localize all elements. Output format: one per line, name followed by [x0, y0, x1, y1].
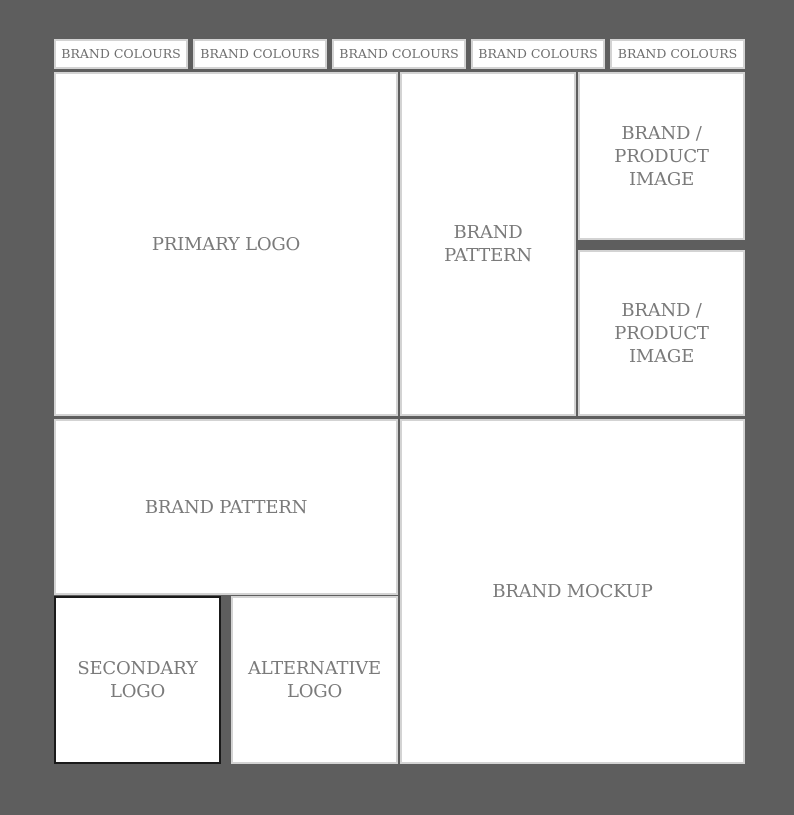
product-image-tile-top[interactable]: BRAND / PRODUCT IMAGE [578, 72, 745, 240]
brand-colour-swatch-3[interactable]: BRAND COLOURS [332, 39, 466, 69]
brand-colour-swatch-4[interactable]: BRAND COLOURS [471, 39, 605, 69]
alternative-logo-tile[interactable]: ALTERNATIVE LOGO [231, 596, 398, 764]
brand-pattern-wide-tile[interactable]: BRAND PATTERN [54, 419, 398, 595]
secondary-logo-tile[interactable]: SECONDARY LOGO [54, 596, 221, 764]
product-image-tile-bottom[interactable]: BRAND / PRODUCT IMAGE [578, 250, 745, 416]
brand-mockup-tile[interactable]: BRAND MOCKUP [400, 419, 745, 764]
brand-colour-swatch-5[interactable]: BRAND COLOURS [610, 39, 745, 69]
brand-pattern-vertical-tile[interactable]: BRAND PATTERN [400, 72, 576, 416]
primary-logo-tile[interactable]: PRIMARY LOGO [54, 72, 398, 416]
brand-colour-swatch-1[interactable]: BRAND COLOURS [54, 39, 188, 69]
brand-colour-swatch-2[interactable]: BRAND COLOURS [193, 39, 327, 69]
